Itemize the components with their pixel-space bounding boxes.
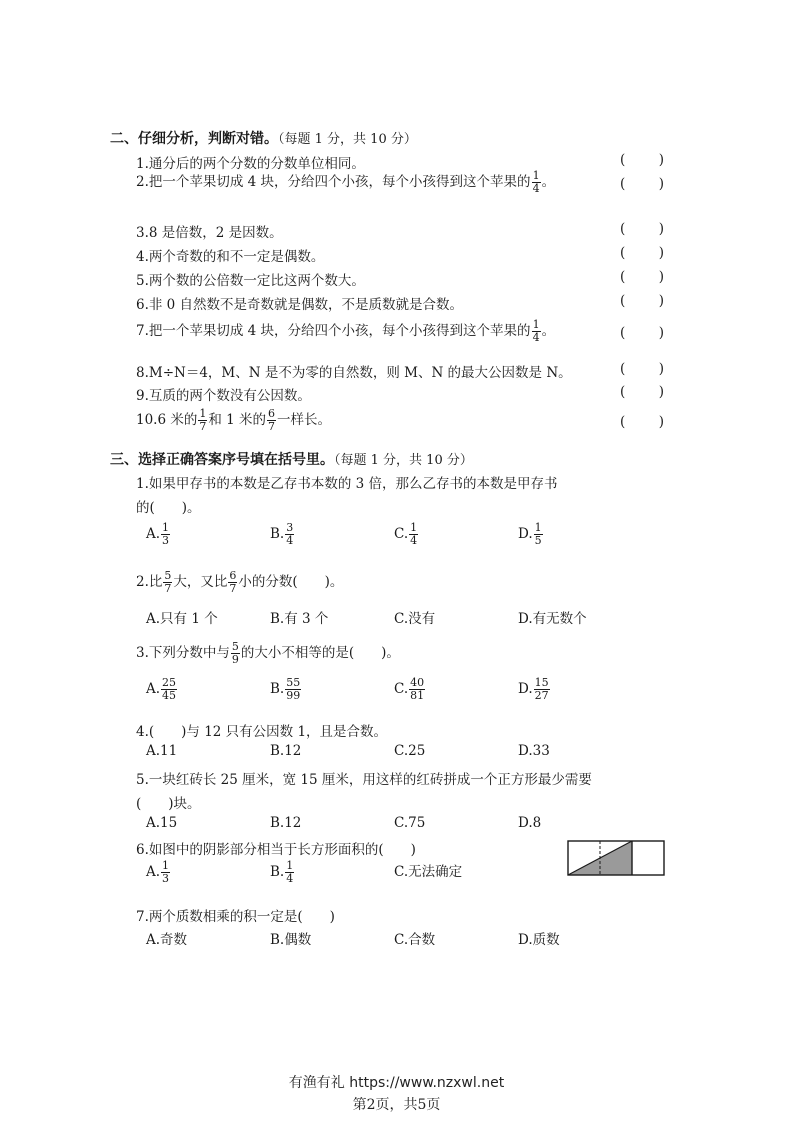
judgment-item: 5.两个数的公倍数一定比这两个数大。 bbox=[136, 273, 365, 289]
fraction: $\frac{1}{4}$ bbox=[532, 169, 540, 195]
option-a[interactable]: A.11 bbox=[146, 743, 178, 759]
q3-stem: 3.下列分数中与 $\frac{5}{9}$ 的大小不相等的是( )。 bbox=[136, 640, 400, 666]
option-d[interactable]: D.质数 bbox=[518, 932, 560, 948]
q3-fraction: $\frac{5}{9}$ bbox=[231, 640, 239, 666]
option-fraction: $\frac{1}{4}$ bbox=[410, 521, 418, 547]
option-c[interactable]: C.75 bbox=[394, 815, 426, 831]
answer-parentheses[interactable]: ( ) bbox=[620, 152, 664, 168]
option-fraction: $\frac{1}{4}$ bbox=[286, 859, 294, 885]
option-b[interactable]: B. $\frac{3}{4}$ bbox=[270, 521, 294, 547]
option-c[interactable]: C.没有 bbox=[394, 611, 436, 627]
q4-stem: 4.( )与 12 只有公因数 1，且是合数。 bbox=[136, 724, 388, 740]
option-fraction: $\frac{55}{99}$ bbox=[286, 676, 301, 702]
option-b[interactable]: B. $\frac{1}{4}$ bbox=[270, 859, 294, 885]
option-b[interactable]: B.有 3 个 bbox=[270, 611, 329, 627]
option-a[interactable]: A.奇数 bbox=[146, 932, 188, 948]
option-c[interactable]: C. $\frac{40}{81}$ bbox=[394, 676, 425, 702]
option-a[interactable]: A. $\frac{1}{3}$ bbox=[146, 521, 170, 547]
answer-parentheses[interactable]: ( ) bbox=[620, 414, 664, 430]
q2-fraction-1: $\frac{5}{7}$ bbox=[164, 569, 172, 595]
option-d[interactable]: D.8 bbox=[518, 815, 542, 831]
option-d[interactable]: D. $\frac{1}{5}$ bbox=[518, 521, 542, 547]
answer-parentheses[interactable]: ( ) bbox=[620, 361, 664, 377]
q5-line2: ( )块。 bbox=[136, 796, 201, 812]
answer-parentheses[interactable]: ( ) bbox=[620, 221, 664, 237]
answer-parentheses[interactable]: ( ) bbox=[620, 293, 664, 309]
q6-rectangle-figure bbox=[567, 840, 665, 877]
judgment-item: 9.互质的两个数没有公因数。 bbox=[136, 388, 311, 404]
option-b[interactable]: B.偶数 bbox=[270, 932, 312, 948]
judgment-item: 7.把一个苹果切成 4 块，分给四个小孩，每个小孩得到这个苹果的 $\frac{1}{4}$ 。 bbox=[136, 318, 556, 344]
option-d[interactable]: D.33 bbox=[518, 743, 550, 759]
option-fraction: $\frac{1}{5}$ bbox=[534, 521, 542, 547]
option-b[interactable]: B.12 bbox=[270, 743, 302, 759]
q2-fraction-2: $\frac{6}{7}$ bbox=[229, 569, 237, 595]
judgment-item: 10.6 米的 $\frac{1}{7}$ 和 1 米的 $\frac{6}{7}$ 一样长。 bbox=[136, 407, 332, 433]
option-a[interactable]: A. $\frac{25}{45}$ bbox=[146, 676, 177, 702]
option-fraction: $\frac{3}{4}$ bbox=[286, 521, 294, 547]
fraction: $\frac{1}{4}$ bbox=[532, 318, 540, 344]
option-a[interactable]: A.15 bbox=[146, 815, 178, 831]
q5-line1: 5.一块红砖长 25 厘米，宽 15 厘米，用这样的红砖拼成一个正方形最少需要 bbox=[136, 772, 592, 788]
option-d[interactable]: D.有无数个 bbox=[518, 611, 587, 627]
fraction: $\frac{6}{7}$ bbox=[268, 407, 276, 433]
option-fraction: $\frac{15}{27}$ bbox=[534, 676, 549, 702]
answer-parentheses[interactable]: ( ) bbox=[620, 269, 664, 285]
q1-line2: 的( )。 bbox=[136, 500, 201, 516]
q6-stem: 6.如图中的阴影部分相当于长方形面积的( ) bbox=[136, 842, 416, 858]
option-fraction: $\frac{1}{3}$ bbox=[162, 521, 170, 547]
option-b[interactable]: B. $\frac{55}{99}$ bbox=[270, 676, 301, 702]
option-c[interactable]: C.25 bbox=[394, 743, 426, 759]
footer-watermark: 有渔有礼 https://www.nzxwl.net bbox=[288, 1075, 505, 1091]
judgment-item: 6.非 0 自然数不是奇数就是偶数，不是质数就是合数。 bbox=[136, 297, 464, 313]
judgment-item: 1.通分后的两个分数的分数单位相同。 bbox=[136, 156, 365, 172]
option-d[interactable]: D. $\frac{15}{27}$ bbox=[518, 676, 549, 702]
judgment-item: 4.两个奇数的和不一定是偶数。 bbox=[136, 249, 325, 265]
option-a[interactable]: A.只有 1 个 bbox=[146, 611, 218, 627]
option-a[interactable]: A. $\frac{1}{3}$ bbox=[146, 859, 170, 885]
answer-parentheses[interactable]: ( ) bbox=[620, 245, 664, 261]
option-fraction: $\frac{40}{81}$ bbox=[410, 676, 425, 702]
section-2-title: 二、仔细分析，判断对错。（每题 1 分，共 10 分） bbox=[110, 131, 417, 147]
judgment-item: 2.把一个苹果切成 4 块，分给四个小孩，每个小孩得到这个苹果的 $\frac{1}{4}$ 。 bbox=[136, 169, 556, 195]
option-c[interactable]: C. $\frac{1}{4}$ bbox=[394, 521, 418, 547]
answer-parentheses[interactable]: ( ) bbox=[620, 384, 664, 400]
page-number: 第2页，共5页 bbox=[352, 1097, 441, 1113]
option-fraction: $\frac{25}{45}$ bbox=[162, 676, 177, 702]
answer-parentheses[interactable]: ( ) bbox=[620, 176, 664, 192]
q7-stem: 7.两个质数相乘的积一定是( ) bbox=[136, 909, 335, 925]
fraction: $\frac{1}{7}$ bbox=[199, 407, 207, 433]
option-c[interactable]: C.无法确定 bbox=[394, 864, 463, 880]
section-3-title: 三、选择正确答案序号填在括号里。（每题 1 分，共 10 分） bbox=[110, 452, 473, 468]
option-fraction: $\frac{1}{3}$ bbox=[162, 859, 170, 885]
option-b[interactable]: B.12 bbox=[270, 815, 302, 831]
judgment-item: 8.M÷N＝4，M、N 是不为零的自然数，则 M、N 的最大公因数是 N。 bbox=[136, 365, 572, 381]
option-c[interactable]: C.合数 bbox=[394, 932, 436, 948]
judgment-item: 3.8 是倍数，2 是因数。 bbox=[136, 225, 283, 241]
q2-stem: 2.比 $\frac{5}{7}$ 大，又比 $\frac{6}{7}$ 小的分数( )。 bbox=[136, 569, 344, 595]
answer-parentheses[interactable]: ( ) bbox=[620, 325, 664, 341]
q1-line1: 1.如果甲存书的本数是乙存书本数的 3 倍，那么乙存书的本数是甲存书 bbox=[136, 476, 558, 492]
